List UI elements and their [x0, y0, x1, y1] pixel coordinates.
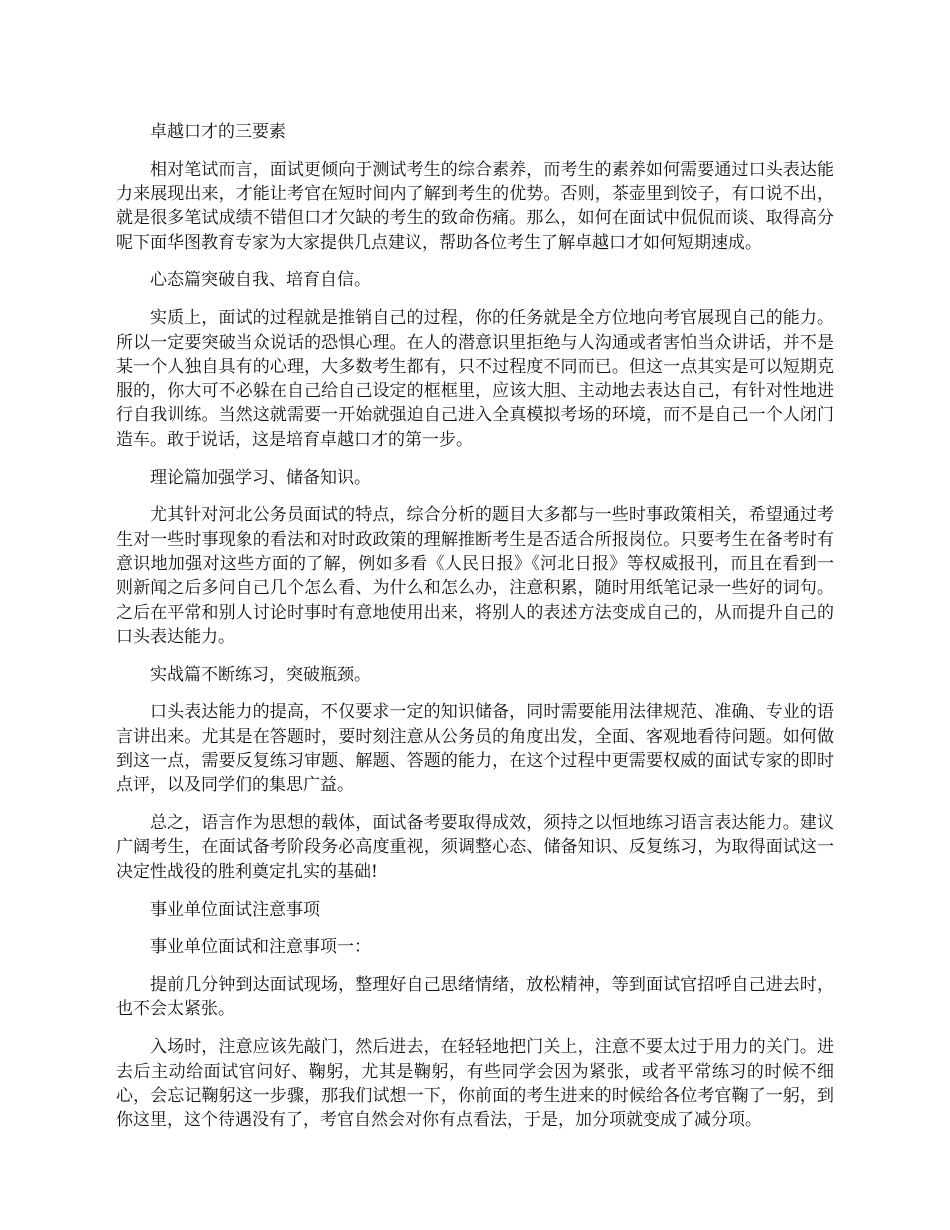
paragraph-intro: 相对笔试而言，面试更倾向于测试考生的综合素养，而考生的素养如何需要通过口头表达能力来展现出来，才能让考官在短时间内了解到考生的优势。否则，茶壶里到饺子，有口说不出，就是很多笔试成绩不错但口才欠缺的考生的致命伤痛。那么，如何在面试中侃侃而谈、取得高分呢下面华图教育专家为大家提供几点建议，帮助各位考生了解卓越口才如何短期速成。 [116, 159, 834, 253]
paragraph-summary: 总之，语言作为思想的载体，面试备考要取得成效，须持之以恒地练习语言表达能力。建议广阔考生，在面试备考阶段务必高度重视，须调整心态、储备知识、反复练习，为取得面试这一决定性战役的胜利奠定扎实的基础! [116, 813, 834, 882]
section-heading-mindset: 心态篇突破自我、培育自信。 [150, 270, 371, 291]
section-heading-theory: 理论篇加强学习、储备知识。 [150, 467, 371, 488]
subheading-note-one: 事业单位面试和注意事项一： [150, 937, 371, 958]
paragraph-entrance: 入场时，注意应该先敲门，然后进去，在轻轻地把门关上，注意不要太过于用力的关门。进去后主动给面试官问好、鞠躬，尤其是鞠躬，有些同学会因为紧张，或者平常练习的时候不细心，会忘记鞠躬这一步骤，那我们试想一下，你前面的考生进来的时候给各位考官鞠了一躬，到你这里，这个待遇没有了，考官自然会对你有点看法，于是，加分项就变成了减分项。 [116, 1037, 834, 1131]
paragraph-practice: 口头表达能力的提高，不仅要求一定的知识储备，同时需要能用法律规范、准确、专业的语言讲出来。尤其是在答题时，要时刻注意从公务员的角度出发，全面、客观地看待问题。如何做到这一点，需要反复练习审题、解题、答题的能力，在这个过程中更需要权威的面试专家的即时点评，以及同学们的集思广益。 [116, 702, 834, 796]
document-body [116, 120, 834, 1146]
section-heading-notes: 事业单位面试注意事项 [150, 899, 320, 920]
document-title: 卓越口才的三要素 [150, 122, 286, 142]
section-heading-practice: 实战篇不断练习，突破瓶颈。 [150, 664, 371, 685]
paragraph-arrival: 提前几分钟到达面试现场，整理好自己思绪情绪，放松精神，等到面试官招呼自己进去时，也不会太紧张。 [116, 975, 834, 1020]
paragraph-theory: 尤其针对河北公务员面试的特点，综合分析的题目大多都与一些时事政策相关，希望通过考生对一些时事现象的看法和对时政政策的理解推断考生是否适合所报岗位。只要考生在备考时有意识地加强对这些方面的了解，例如多看《人民日报》《河北日报》等权威报刊，而且在看到一则新闻之后多问自己几个怎么看、为什么和怎么办，注意积累，随时用纸笔记录一些好的词句。之后在平常和别人讨论时事时有意地使用出来，将别人的表述方法变成自己的，从而提升自己的口头表达能力。 [116, 505, 834, 647]
paragraph-mindset: 实质上，面试的过程就是推销自己的过程，你的任务就是全方位地向考官展现自己的能力。所以一定要突破当众说话的恐惧心理。在人的潜意识里拒绝与人沟通或者害怕当众讲话，并不是某一个人独自具有的心理，大多数考生都有，只不过程度不同而已。但这一点其实是可以短期克服的，你大可不必躲在自己给自己设定的框框里，应该大胆、主动地去表达自己，有针对性地进行自我训练。当然这就需要一开始就强迫自己进入全真模拟考场的环境，而不是自己一个人闭门造车。敢于说话，这是培育卓越口才的第一步。 [116, 308, 834, 450]
